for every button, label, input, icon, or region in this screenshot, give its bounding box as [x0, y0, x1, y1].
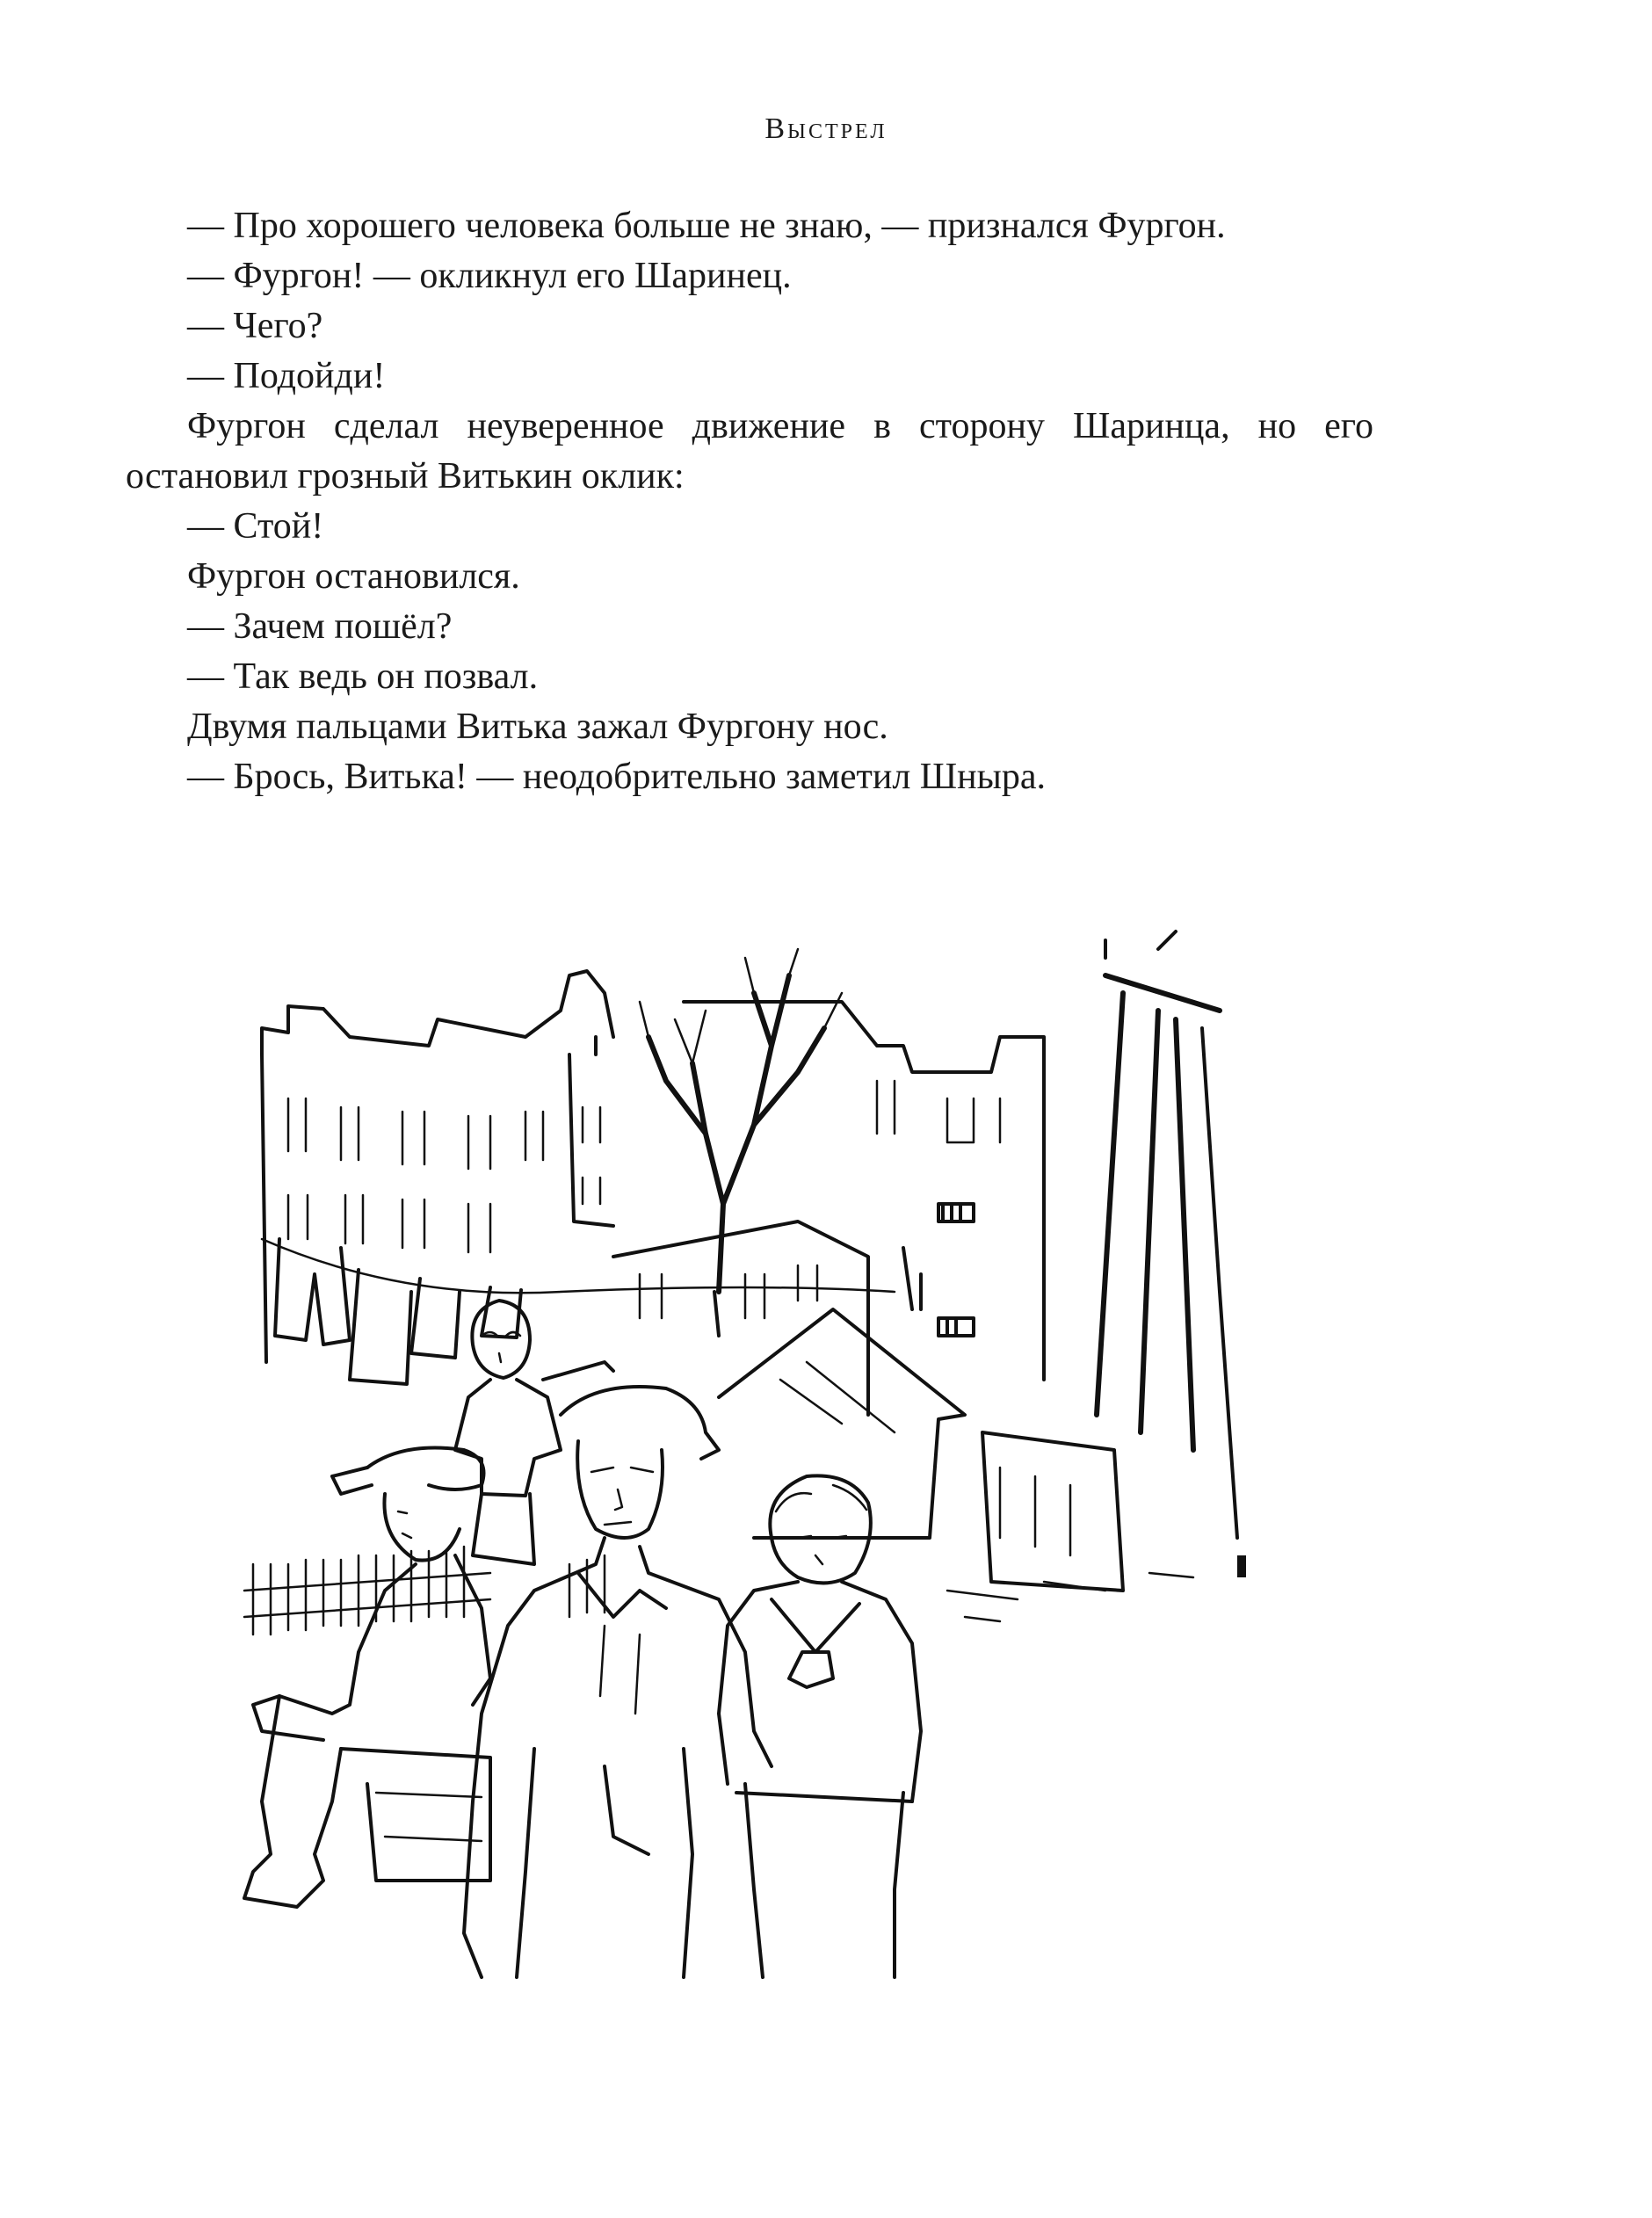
paragraph: — Подойди!: [187, 356, 386, 396]
boy-in-cap-walking: [464, 1387, 772, 1977]
center-buildings: [613, 1002, 1044, 1415]
right-building: [982, 931, 1237, 1591]
paragraph: — Чего?: [187, 306, 323, 346]
body-text: [126, 201, 1373, 802]
ground-marks: [947, 1555, 1246, 1621]
bare-tree: [640, 949, 842, 1336]
left-building: [262, 971, 613, 1362]
paragraph: — Зачем пошёл?: [187, 606, 453, 647]
paragraph: — Про хорошего человека больше не знаю, — признался Фургон.: [187, 206, 1226, 246]
running-head: Выстрел: [764, 112, 888, 145]
shed: [719, 1309, 965, 1538]
pen-ink-drawing-icon: [227, 923, 1316, 2004]
laundry-line: [262, 1239, 895, 1384]
paragraph: — Брось, Витька! — неодобрительно заметил Шныра.: [187, 757, 1047, 797]
paragraph: Фургон остановился.: [187, 556, 520, 597]
boy-in-sailor-collar: [719, 1475, 921, 1977]
paragraph: — Стой!: [187, 506, 324, 547]
girl-standing: [455, 1301, 613, 1564]
boy-in-cap-sitting: [244, 1448, 490, 1908]
paragraph: — Так ведь он позвал.: [187, 656, 539, 697]
paragraph: Двумя пальцами Витька зажал Фургону нос.: [187, 707, 888, 747]
courtyard-illustration: [227, 923, 1316, 2004]
paragraph: Фургон сделал неуверенное движение в сторону Шаринца, но его остановил грозный Витькин оклик:: [126, 406, 1373, 497]
paragraph: — Фургон! — окликнул его Шаринец.: [187, 256, 792, 296]
